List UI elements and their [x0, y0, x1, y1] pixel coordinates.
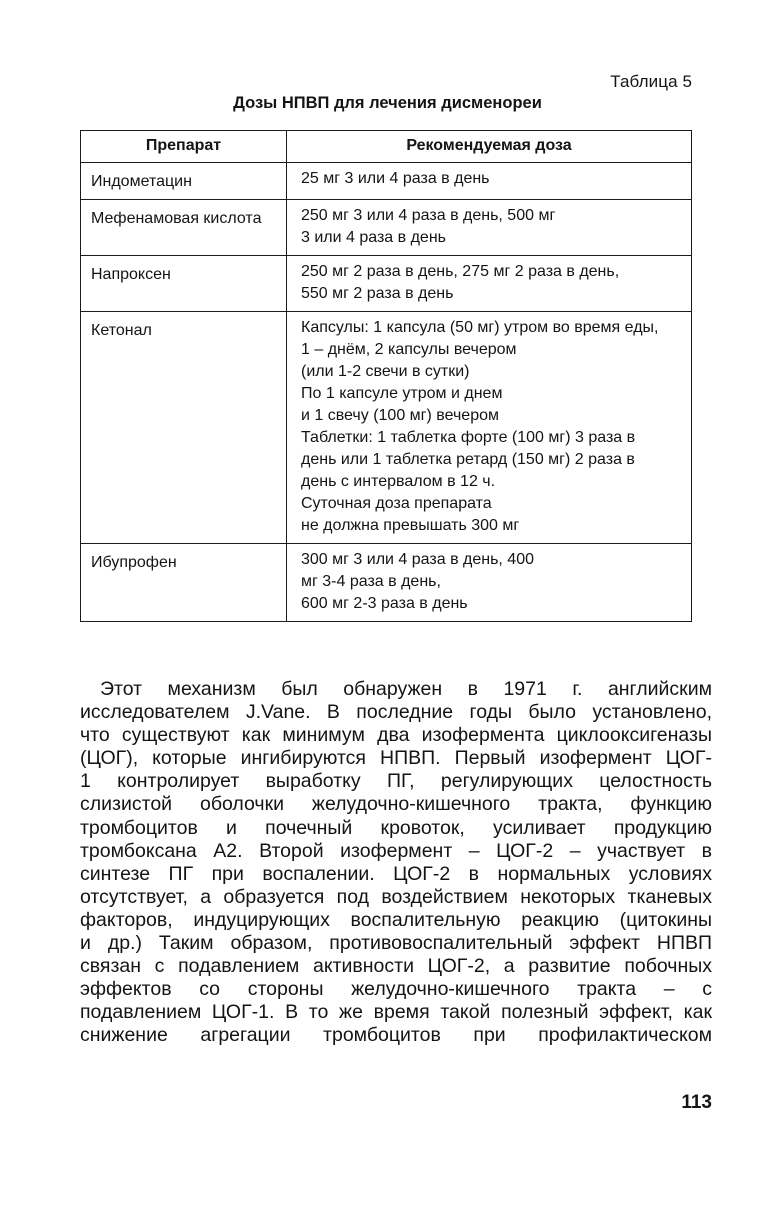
text-line: слизистой оболочки желудочно-кишечного тракта, функцию — [80, 793, 712, 816]
dose-line: 600 мг 2-3 раза в день — [301, 595, 468, 612]
text-line: отсутствует, а образуется под воздействием некоторых тканевых — [80, 885, 712, 908]
dose-line: день или 1 таблетка ретард (150 мг) 2 раза в — [301, 451, 635, 468]
table-row — [81, 544, 692, 622]
text-line: 1 контролирует выработку ПГ, регулирующих целостность — [80, 770, 712, 793]
dose-line: и 1 свечу (100 мг) вечером — [301, 407, 499, 424]
body-paragraph — [80, 678, 712, 1048]
drug-name-cell: Напроксен — [81, 256, 287, 312]
text-line: тромбоксана А2. Второй изофермент – ЦОГ-2 – участвует в — [80, 839, 712, 862]
dose-line: не должна превышать 300 мг — [301, 517, 520, 534]
text-line: синтезе ПГ при воспалении. ЦОГ-2 в нормальных условиях — [80, 862, 712, 885]
table-label: Таблица 5 — [610, 72, 692, 91]
text-line: исследователем J.Vane. В последние годы было установлено, — [80, 701, 712, 724]
page-number: 113 — [681, 1092, 712, 1113]
column-header-drug: Препарат — [81, 131, 287, 163]
table-row — [81, 200, 692, 256]
text-line: эффектов со стороны желудочно-кишечного тракта – с — [80, 978, 712, 1001]
column-header-dose: Рекомендуемая доза — [287, 131, 692, 163]
text-line: и др.) Таким образом, противовоспалительный эффект НПВП — [80, 932, 712, 955]
table-row — [81, 312, 692, 544]
text-line: Этот механизм был обнаружен в 1971 г. английским — [100, 678, 712, 700]
table-header-row — [81, 131, 692, 163]
text-line: снижение агрегации тромбоцитов при профилактическом — [80, 1024, 712, 1047]
dose-line: Таблетки: 1 таблетка форте (100 мг) 3 раза в — [301, 429, 636, 446]
text-line: что существуют как минимум два изофермента циклооксигеназы — [80, 724, 712, 747]
dose-cell — [287, 200, 692, 256]
text-line: подавлением ЦОГ-1. В то же время такой полезный эффект, как — [80, 1001, 712, 1024]
table-title: Дозы НПВП для лечения дисменореи — [233, 94, 542, 112]
dose-cell — [287, 163, 692, 200]
drug-name-cell: Мефенамовая кислота — [81, 200, 287, 256]
dose-line: Суточная доза препарата — [301, 495, 492, 512]
text-line: факторов, индуцирующих воспалительную реакцию (цитокины — [80, 908, 712, 931]
drug-name-cell: Кетонал — [81, 312, 287, 544]
dose-line: 1 – днём, 2 капсулы вечером — [301, 341, 517, 358]
dose-cell — [287, 544, 692, 622]
text-line: связан с подавлением активности ЦОГ-2, а развитие побочных — [80, 955, 712, 978]
dose-line: Капсулы: 1 капсула (50 мг) утром во время еды, — [301, 319, 659, 336]
dose-line: По 1 капсуле утром и днем — [301, 385, 503, 402]
dose-line: мг 3-4 раза в день, — [301, 573, 441, 590]
dose-line: 550 мг 2 раза в день — [301, 285, 454, 302]
dose-line: 250 мг 3 или 4 раза в день, 500 мг — [301, 207, 556, 224]
table-row — [81, 163, 692, 200]
dose-line: 300 мг 3 или 4 раза в день, 400 — [301, 551, 534, 568]
text-line: тромбоцитов и почечный кровоток, усиливает продукцию — [80, 816, 712, 839]
dose-cell — [287, 256, 692, 312]
drug-name-cell: Индометацин — [81, 163, 287, 200]
drug-name-cell: Ибупрофен — [81, 544, 287, 622]
dose-line: 3 или 4 раза в день — [301, 229, 446, 246]
dose-cell — [287, 312, 692, 544]
dose-line: (или 1-2 свечи в сутки) — [301, 363, 470, 380]
text-line: (ЦОГ), которые ингибируются НПВП. Первый изофермент ЦОГ- — [80, 747, 712, 770]
table-row — [81, 256, 692, 312]
dose-table — [80, 130, 692, 622]
dose-line: 25 мг 3 или 4 раза в день — [301, 170, 490, 187]
dose-line: 250 мг 2 раза в день, 275 мг 2 раза в день, — [301, 263, 620, 280]
dose-line: день с интервалом в 12 ч. — [301, 473, 496, 490]
table-body — [81, 163, 692, 622]
